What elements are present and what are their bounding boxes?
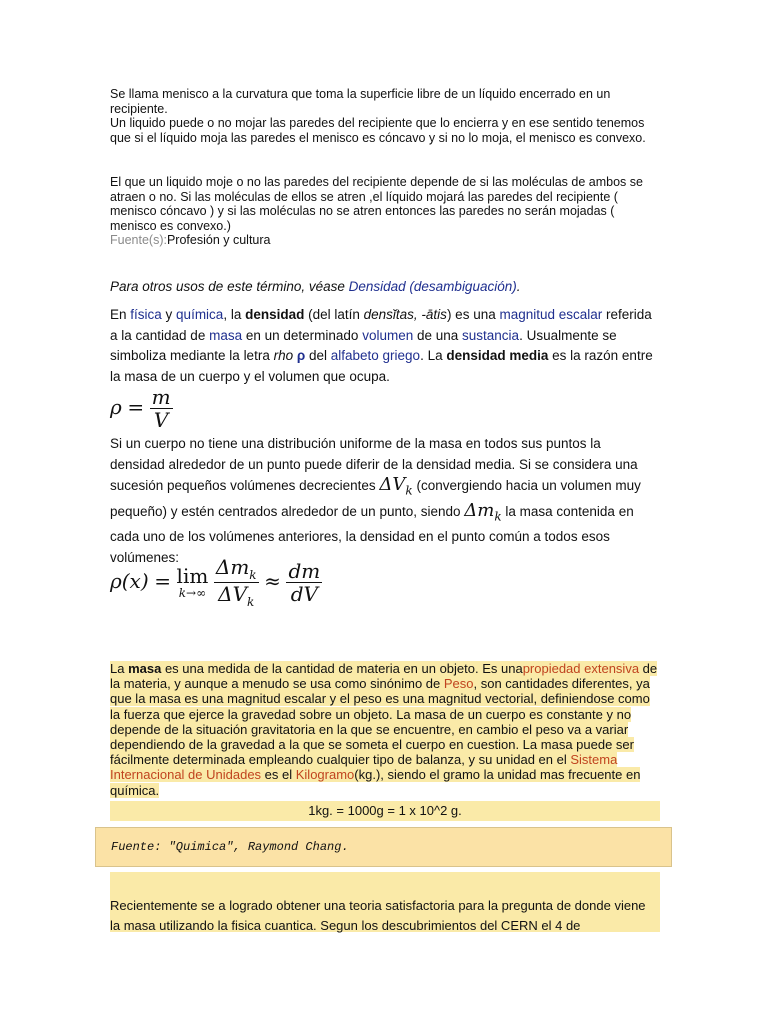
volumen-link[interactable]: volumen (362, 327, 414, 343)
magnitud-escalar-link[interactable]: magnitud escalar (499, 307, 603, 322)
densidad-media-term: densidad media (446, 348, 549, 363)
delta-m-inline: $\Delta m_k$ (464, 500, 502, 524)
fuente-value: Profesión y cultura (166, 233, 271, 248)
recent-research-text: Recientemente se a logrado obtener una teoria satisfactoria para la pregunta de donde viene la masa utilizando la fisica cuantica. Segun los descubrimientos del CERN el 4 de (110, 898, 646, 933)
peso-link[interactable]: Peso (443, 676, 474, 692)
menisco-block (110, 87, 658, 145)
disambiguation-note: Para otros usos de este término, véase Densidad (desambiguación). (110, 279, 521, 294)
menisco-paragraph-1: Se llama menisco a la curvatura que toma la superficie libre de un líquido encerrado en un recipiente. (110, 87, 611, 116)
densidad-term: densidad (245, 307, 305, 322)
nonuniform-density-paragraph: Si un cuerpo no tiene una distribución uniforme de la masa en todos sus puntos la densidad alrededor de un punto puede diferir de la densidad media. Si se considera una sucesión pequeños volúmenes decrecientes $\Delta V_k$ (convergiendo hacia un volumen muy pequeño) y estén centrados alrededor de un punto, siendo $\Delta m_k$ la masa contenida en cada uno de los volúmenes anteriores, la densidad en el punto común a todos esos volúmenes: (110, 436, 641, 565)
density-formula: ρ = $\frac{m}{V}$ (110, 385, 171, 432)
menisco-block-2 (110, 175, 658, 248)
menisco-paragraph-2: Un liquido puede o no mojar las paredes del recipiente que lo encierra y en ese sentido tenemos que si el líquido moja las paredes el menisco es cóncavo y si no lo moja, el menisco es convexo. (110, 116, 646, 145)
latin-term: densĭtas, -ātis (363, 307, 447, 322)
alfabeto-griego-link[interactable]: alfabeto griego (330, 348, 421, 363)
menisco-paragraph-3: El que un liquido moje o no las paredes del recipiente depende de si las moléculas de ambos se atraen o no. Si las moléculas de ellos se atren ,el líquido mojará las paredes del recipiente ( menisco cóncavo ) y si las moléculas no se atren entonces las paredes no serán mojadas ( menisco es convexo.) (110, 175, 643, 233)
fisica-link[interactable]: física (130, 307, 162, 322)
recent-research-block (110, 872, 660, 932)
limit-formula: ρ(x) = lim k→∞ $\frac{\Delta m_k}{\Delta V_k}$ ≈ $\frac{dm}{dV}$ (110, 555, 321, 610)
quimica-link[interactable]: química (176, 307, 224, 322)
source-box (95, 827, 672, 867)
masa-paragraph: La masa es una medida de la cantidad de materia en un objeto. Es unapropiedad extensiva de la materia, y aunque a menudo se usa como sinónimo de Peso, son cantidades diferentes, ya que la masa es una magnitud escalar y el peso es una magnitud vectorial, definiendose como la fuerza que ejerce la gravedad sobre un objeto. La masa de un cuerpo es constante y no depende de la situación gravitatoria en la que se encuentre, en cambio el peso va a variar dependiendo de la gravedad a la que se someta el cuerpo en cuestion. La masa puede ser fácilmente determinada empleando cualquier tipo de balanza, y su unidad en el Sistema Internacional de Unidades es el Kilogramo(kg.), siendo el gramo la unidad mas frecuente en química. (110, 661, 658, 798)
sustancia-link[interactable]: sustancia (462, 327, 520, 343)
masa-term: masa (128, 661, 162, 676)
propiedad-extensiva-link[interactable]: propiedad extensiva (522, 661, 640, 676)
density-definition-paragraph: En física y química, la densidad (del latín densĭtas, -ātis) es una magnitud escalar referida a la cantidad de masa en un determinado volumen de una sustancia. Usualmente se simboliza mediante la letra rho ρ del alfabeto griego. La densidad media es la razón entre la masa de un cuerpo y el volumen que ocupa. (110, 307, 653, 384)
kilogramo-link[interactable]: Kilogramo (295, 767, 355, 783)
masa-link[interactable]: masa (209, 327, 243, 343)
sistema-internacional-link[interactable]: Sistema Internacional de Unidades (110, 752, 618, 783)
rho-word: rho (273, 348, 294, 363)
kg-equation: 1kg. = 1000g = 1 x 10^2 g. (110, 801, 660, 821)
fuente-label: Fuente(s): (110, 233, 167, 248)
rho-symbol: ρ (296, 348, 306, 363)
source-citation: Fuente: "Quimica", Raymond Chang. (111, 840, 349, 854)
delta-v-inline: $\Delta V_k$ (379, 474, 413, 498)
densidad-desambiguacion-link[interactable]: Densidad (desambiguación) (348, 279, 517, 294)
limit-operator: lim k→∞ (176, 564, 209, 601)
fuente-line (110, 233, 658, 248)
